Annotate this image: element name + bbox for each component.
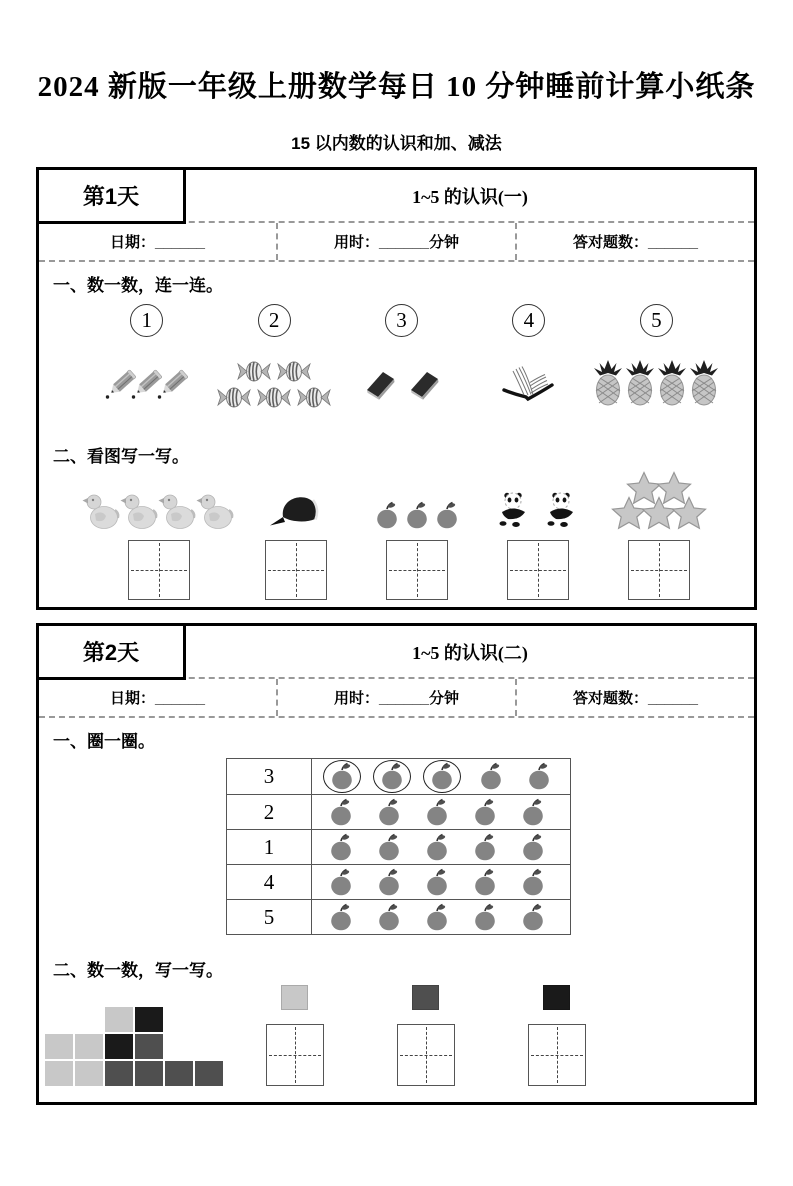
apple-icon <box>429 762 455 791</box>
sample-square-dark <box>412 985 439 1010</box>
time-field: 用时：______分钟 <box>276 223 515 260</box>
apple-icon <box>472 833 498 862</box>
number-cell <box>338 304 465 337</box>
row-apples <box>312 900 571 935</box>
day1-section1-heading: 一、数一数，连一连。 <box>53 276 223 295</box>
item-group-pineapple <box>592 359 720 409</box>
day1-section2-heading: 二、看图写一写。 <box>53 447 189 466</box>
date-field: 日期：______ <box>109 690 206 707</box>
block-row <box>45 1061 229 1086</box>
apple-icon <box>520 868 546 897</box>
apple-icon <box>520 903 546 932</box>
number-cell <box>210 304 337 337</box>
day1-info-row <box>39 221 754 262</box>
apple-icon <box>424 903 450 932</box>
row-apples <box>312 795 571 830</box>
block-light <box>75 1061 103 1086</box>
table-row <box>227 830 571 865</box>
apple-icon <box>374 501 400 530</box>
sample-square-light <box>281 985 308 1010</box>
day1-items-row <box>39 337 754 433</box>
candy-icon <box>254 382 294 413</box>
block-dark <box>135 1061 163 1086</box>
circled-number-4: 4 <box>512 304 545 337</box>
apple-icon <box>404 501 430 530</box>
apple-icon <box>328 868 354 897</box>
candy-icon <box>294 382 334 413</box>
block-dark <box>195 1061 223 1086</box>
item-group-eraser <box>338 366 465 402</box>
block-light <box>45 1034 73 1059</box>
sample-column-light <box>229 985 360 1086</box>
apple-icon <box>434 501 460 530</box>
writing-grid <box>628 540 690 600</box>
block-dark <box>165 1061 193 1086</box>
block-black <box>135 1007 163 1032</box>
eraser-icon <box>359 366 399 402</box>
apple-icon <box>472 903 498 932</box>
block-light <box>105 1007 133 1032</box>
score-field: 答对题数：______ <box>515 223 754 260</box>
cap-icon <box>268 488 324 530</box>
day2-count-row <box>39 983 754 1102</box>
writing-grid <box>386 540 448 600</box>
apple-icon <box>520 833 546 862</box>
block-row <box>105 1007 229 1032</box>
pineapple-icon <box>655 359 689 409</box>
panda-icon <box>494 490 534 530</box>
sample-column-black <box>491 985 622 1086</box>
sample-columns <box>229 985 622 1086</box>
day2-title: 1~5 的认识(二) <box>412 642 528 663</box>
day2-section2-heading: 二、数一数，写一写。 <box>53 961 223 980</box>
number-cell <box>83 304 210 337</box>
apple-icon <box>424 833 450 862</box>
day1-label: 第1天 <box>36 167 186 224</box>
day2-header <box>39 626 754 677</box>
block-dark <box>135 1034 163 1059</box>
row-apples <box>312 865 571 900</box>
apple-icon <box>376 868 402 897</box>
circle-apples-table <box>226 758 571 935</box>
row-number: 5 <box>227 900 312 935</box>
apple-icon <box>376 903 402 932</box>
block-row <box>45 1034 229 1059</box>
circled-number-1: 1 <box>130 304 163 337</box>
day1-write-row <box>39 469 754 607</box>
table-row <box>227 795 571 830</box>
table-row <box>227 865 571 900</box>
pencil-icon <box>155 366 191 402</box>
score-field: 答对题数：______ <box>515 679 754 716</box>
item-group-apple <box>356 471 477 600</box>
apple-icon <box>424 868 450 897</box>
block-dark <box>105 1061 133 1086</box>
block-light <box>45 1061 73 1086</box>
apple-icon <box>472 798 498 827</box>
apple-icon <box>376 798 402 827</box>
day2-box <box>36 623 757 1105</box>
writing-grid <box>528 1024 586 1086</box>
time-field: 用时：______分钟 <box>276 679 515 716</box>
day1-box <box>36 167 757 610</box>
writing-grid <box>266 1024 324 1086</box>
apple-icon <box>379 762 405 791</box>
candy-icon <box>214 382 254 413</box>
day1-number-row <box>39 298 754 337</box>
table-row <box>227 759 571 795</box>
item-group-duck <box>83 471 235 600</box>
row-number: 2 <box>227 795 312 830</box>
block-stack <box>45 1005 229 1086</box>
circled-apple <box>423 760 461 793</box>
circled-apple <box>323 760 361 793</box>
apple-icon <box>329 762 355 791</box>
apple-icon <box>526 762 552 791</box>
sample-column-dark <box>360 985 491 1086</box>
pineapple-icon <box>623 359 657 409</box>
apple-icon <box>328 798 354 827</box>
writing-grid <box>507 540 569 600</box>
writing-grid <box>128 540 190 600</box>
item-group-panda <box>478 471 599 600</box>
apple-icon <box>520 798 546 827</box>
row-number: 4 <box>227 865 312 900</box>
day2-label: 第2天 <box>36 623 186 680</box>
apple-icon <box>376 833 402 862</box>
table-row <box>227 900 571 935</box>
circled-number-2: 2 <box>258 304 291 337</box>
apple-icon <box>328 903 354 932</box>
page-title: 2024 新版一年级上册数学每日 10 分钟睡前计算小纸条 <box>37 71 756 103</box>
pineapple-icon <box>591 359 625 409</box>
panda-icon <box>542 490 582 530</box>
sample-square-black <box>543 985 570 1010</box>
block-light <box>75 1034 103 1059</box>
apple-icon <box>424 798 450 827</box>
pineapple-icon <box>687 359 721 409</box>
eraser-icon <box>403 366 443 402</box>
row-apples <box>312 759 571 795</box>
day1-header <box>39 170 754 221</box>
item-group-book <box>465 362 592 406</box>
circled-apple <box>373 760 411 793</box>
writing-grid <box>397 1024 455 1086</box>
apple-icon <box>328 833 354 862</box>
item-group-cap <box>235 471 356 600</box>
day1-title: 1~5 的认识(一) <box>412 186 528 207</box>
book-icon <box>497 362 559 406</box>
circled-number-3: 3 <box>385 304 418 337</box>
row-apples <box>312 830 571 865</box>
apple-icon <box>478 762 504 791</box>
star-icon <box>671 496 707 530</box>
day2-section1-heading: 一、圈一圈。 <box>53 732 155 751</box>
row-number: 1 <box>227 830 312 865</box>
duck-icon <box>194 490 238 530</box>
number-cell <box>593 304 720 337</box>
number-cell <box>465 304 592 337</box>
item-group-pencil <box>83 366 210 402</box>
date-field: 日期：______ <box>109 234 206 251</box>
block-black <box>105 1034 133 1059</box>
item-group-candy <box>210 356 337 413</box>
writing-grid <box>265 540 327 600</box>
row-number: 3 <box>227 759 312 795</box>
circled-number-5: 5 <box>640 304 673 337</box>
apple-icon <box>472 868 498 897</box>
day2-info-row <box>39 677 754 718</box>
item-group-star <box>599 471 720 600</box>
page-subtitle: 15 以内数的认识和加、减法 <box>291 134 502 153</box>
